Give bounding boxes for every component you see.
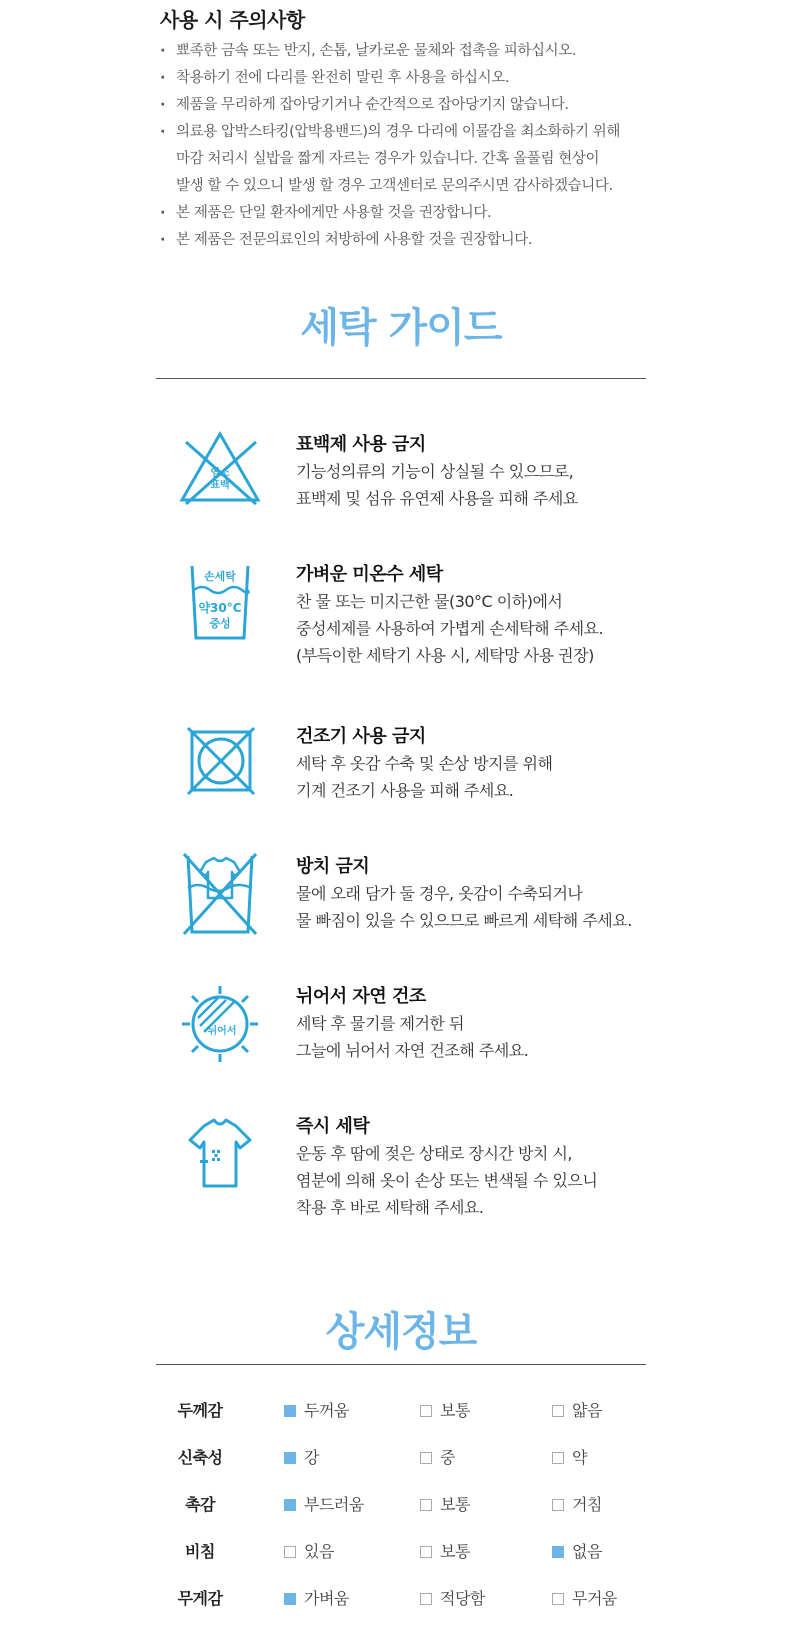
no-soak-icon [178, 852, 262, 936]
wash-guide-title: 세탁 가이드 [300, 305, 502, 351]
checkbox [552, 1546, 564, 1558]
wash-guide-item-no-tumble-dry [156, 722, 656, 832]
wash-guide-item-flat-dry [156, 982, 656, 1092]
guide-desc [296, 588, 603, 669]
checkbox [552, 1593, 564, 1605]
detail-option: 약 [552, 1445, 587, 1468]
guide-desc-line: (부득이한 세탁기 사용 시, 세탁망 사용 권장) [296, 646, 594, 665]
guide-desc-line: 염분에 의해 옷이 손상 또는 변색될 수 있으니 [296, 1171, 598, 1190]
hand-wash-neutral: 중성 [209, 617, 231, 630]
wash-guide-divider [156, 378, 646, 379]
checkbox [284, 1452, 296, 1464]
detail-label: 신축성 [177, 1448, 223, 1467]
detail-option: 가벼움 [284, 1586, 349, 1609]
guide-desc-line: 물 빠짐이 있을 수 있으므로 빠르게 세탁해 주세요. [296, 911, 632, 930]
detail-option: 보통 [420, 1492, 470, 1515]
checkbox [420, 1593, 432, 1605]
wash-guide-item-no-soak [156, 852, 656, 962]
wash-guide-item-no-bleach [156, 430, 656, 540]
guide-desc [296, 458, 578, 512]
guide-desc-line: 찬 물 또는 미지근한 물(30°C 이하)에서 [296, 592, 563, 611]
guide-desc-line: 세탁 후 물기를 제거한 뒤 [296, 1014, 464, 1033]
checkbox [284, 1405, 296, 1417]
no-bleach-icon [178, 430, 262, 514]
caution-item: · 의료용 압박스타킹(압박용밴드)의 경우 다리에 이물감을 최소화하기 위해 [160, 119, 660, 146]
guide-desc-line: 표백제 및 섬유 유연제 사용을 피해 주세요 [296, 489, 578, 508]
guide-desc-line: 운동 후 땀에 젖은 상태로 장시간 방치 시, [296, 1144, 572, 1163]
hand-wash-icon [178, 560, 262, 644]
checkbox [420, 1405, 432, 1417]
checkbox [552, 1405, 564, 1417]
detail-label: 비침 [185, 1542, 215, 1561]
detail-row [156, 1433, 646, 1480]
guide-desc-line: 중성세제를 사용하여 가볍게 손세탁해 주세요. [296, 619, 604, 638]
details-table [156, 1386, 646, 1621]
detail-option: 있음 [284, 1539, 334, 1562]
checkbox [552, 1499, 564, 1511]
guide-title: 뉘어서 자연 건조 [296, 986, 426, 1007]
checkbox [420, 1546, 432, 1558]
guide-title: 표백제 사용 금지 [296, 434, 426, 455]
hand-wash-temp: 약30°C [198, 601, 242, 615]
checkbox [552, 1452, 564, 1464]
detail-option: 강 [284, 1445, 319, 1468]
caution-item: · 착용하기 전에 다리를 완전히 말린 후 사용을 하십시오. [160, 65, 660, 92]
detail-option: 없음 [552, 1539, 602, 1562]
guide-desc [296, 1140, 597, 1221]
guide-desc-line: 기계 건조기 사용을 피해 주세요. [296, 781, 514, 800]
caution-item-continued: 발생 할 수 있으니 발생 할 경우 고객센터로 문의주시면 감사하겠습니다. [176, 178, 613, 194]
detail-option: 거침 [552, 1492, 602, 1515]
caution-item: · 본 제품은 단일 환자에게만 사용할 것을 권장합니다. [160, 200, 660, 227]
bleach-icon-text-2: 표백 [210, 480, 230, 491]
checkbox [284, 1593, 296, 1605]
detail-option: 무거움 [552, 1586, 617, 1609]
caution-list [160, 38, 660, 254]
wash-immediately-icon [178, 1112, 262, 1196]
detail-option: 얇음 [552, 1398, 602, 1421]
wash-guide-item-wash-immediately [156, 1112, 656, 1222]
caution-title: 사용 시 주의사항 [160, 8, 305, 32]
detail-option: 보통 [420, 1539, 470, 1562]
detail-option: 적당함 [420, 1586, 485, 1609]
flat-dry-shade-icon [178, 982, 262, 1066]
guide-desc-line: 물에 오래 담가 둘 경우, 옷감이 수축되거나 [296, 884, 583, 903]
detail-label: 촉감 [185, 1495, 215, 1514]
guide-desc-line: 착용 후 바로 세탁해 주세요. [296, 1198, 484, 1217]
detail-option: 보통 [420, 1398, 470, 1421]
detail-row [156, 1527, 646, 1574]
flat-dry-label: 뉘어서 [207, 1026, 237, 1037]
guide-title: 즉시 세탁 [296, 1116, 370, 1137]
guide-desc [296, 750, 552, 804]
caution-item-continued: 마감 처리시 실밥을 짧게 자르는 경우가 있습니다. 간혹 올풀림 현상이 [176, 151, 600, 167]
detail-option: 두꺼움 [284, 1398, 349, 1421]
detail-row [156, 1480, 646, 1527]
detail-option: 부드러움 [284, 1492, 364, 1515]
hand-wash-label: 손세탁 [204, 570, 236, 583]
guide-title: 가벼운 미온수 세탁 [296, 564, 443, 585]
guide-desc [296, 1010, 528, 1064]
detail-row [156, 1574, 646, 1621]
detail-row [156, 1386, 646, 1433]
caution-item: · 제품을 무리하게 잡아당기거나 순간적으로 잡아당기지 않습니다. [160, 92, 660, 119]
checkbox [284, 1546, 296, 1558]
checkbox [420, 1499, 432, 1511]
guide-desc [296, 880, 632, 934]
caution-item: · 뾰족한 금속 또는 반지, 손톱, 날카로운 물체와 접촉을 피하십시오. [160, 38, 660, 65]
guide-title: 방치 금지 [296, 856, 370, 877]
checkbox [284, 1499, 296, 1511]
guide-desc-line: 기능성의류의 기능이 상실될 수 있으므로, [296, 462, 574, 481]
caution-item: · 본 제품은 전문의료인의 처방하에 사용할 것을 권장합니다. [160, 227, 660, 254]
detail-label: 무게감 [177, 1589, 223, 1608]
details-divider [156, 1364, 646, 1365]
no-tumble-dry-icon [178, 722, 262, 806]
guide-desc-line: 그늘에 뉘어서 자연 건조해 주세요. [296, 1041, 529, 1060]
details-title: 상세정보 [325, 1309, 477, 1355]
bleach-icon-text-1: 염소 [210, 468, 230, 479]
detail-label: 두께감 [177, 1401, 223, 1420]
guide-desc-line: 세탁 후 옷감 수축 및 손상 방지를 위해 [296, 754, 553, 773]
checkbox [420, 1452, 432, 1464]
wash-guide-item-hand-wash [156, 560, 656, 670]
guide-title: 건조기 사용 금지 [296, 726, 426, 747]
detail-option: 중 [420, 1445, 455, 1468]
